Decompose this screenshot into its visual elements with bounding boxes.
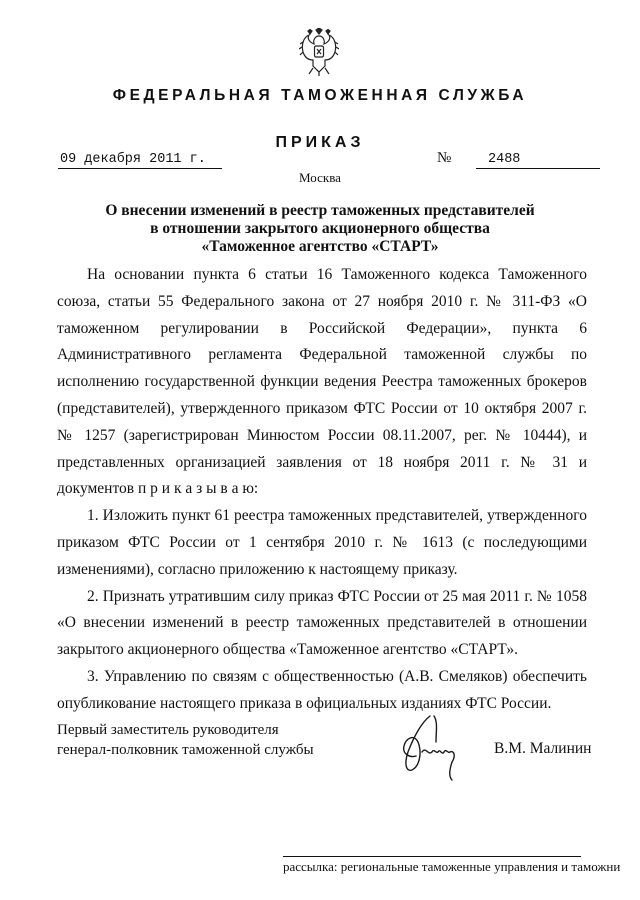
distribution-note: рассылка: региональные таможенные управления и таможни bbox=[283, 856, 581, 875]
document-type: ПРИКАЗ bbox=[275, 134, 365, 151]
order-city: Москва bbox=[299, 170, 341, 185]
order-body bbox=[57, 262, 587, 718]
signer-name: В.М. Малинин bbox=[494, 740, 592, 757]
signer-position-line: генерал-полковник таможенной службы bbox=[57, 742, 314, 758]
body-paragraph-item-3: 3. Управлению по связям с общественностью (А.В. Смеляков) обеспечить опубликование настоящего приказа в официальных изданиях ФТС России. bbox=[57, 667, 587, 712]
body-paragraph-preamble: На основании пункта 6 статьи 16 Таможенного кодекса Таможенного союза, статьи 55 Федерального закона от 27 ноября 2010 г. № 311-ФЗ «О таможенном регулировании в Российской Федерации», пункта 6 Административного регламента Федеральной таможенной службы по исполнению государственной функции ведения Реестра таможенных брокеров (представителей), утвержденного приказом ФТС России от 10 октября 2007 г. № 1257 (зарегистрирован Минюстом России 08.11.2007, рег. № 10444), и представленных организацией заявления от 18 ноября 2011 г. № 31 и документов п р и к а з ы в а ю: bbox=[57, 266, 587, 498]
order-subject bbox=[60, 202, 580, 256]
order-date: 09 декабря 2011 г. bbox=[58, 152, 222, 169]
signer-position-line: Первый заместитель руководителя bbox=[57, 722, 279, 738]
subject-line: «Таможенное агентство «СТАРТ» bbox=[201, 238, 439, 255]
agency-name: ФЕДЕРАЛЬНАЯ ТАМОЖЕННАЯ СЛУЖБА bbox=[112, 87, 528, 104]
body-paragraph-item-2: 2. Признать утратившим силу приказ ФТС России от 25 мая 2011 г. № 1058 «О внесении изменений в реестр таможенных представителей в отношении закрытого акционерного общества «Таможенное агентство «СТАРТ». bbox=[57, 587, 587, 659]
signer-position bbox=[57, 720, 314, 760]
subject-line: О внесении изменений в реестр таможенных представителей bbox=[105, 202, 535, 219]
order-number-label: № bbox=[437, 150, 452, 166]
subject-line: в отношении закрытого акционерного общества bbox=[150, 220, 490, 237]
double-headed-eagle-icon bbox=[299, 28, 339, 76]
body-paragraph-item-1: 1. Изложить пункт 61 реестра таможенных представителей, утвержденного приказом ФТС России от 1 сентября 2010 г. № 1613 (с последующими изменениями), согласно приложению к настоящему приказу. bbox=[57, 507, 587, 578]
handwritten-signature-icon bbox=[392, 712, 472, 782]
order-number: 2488 bbox=[476, 152, 600, 169]
